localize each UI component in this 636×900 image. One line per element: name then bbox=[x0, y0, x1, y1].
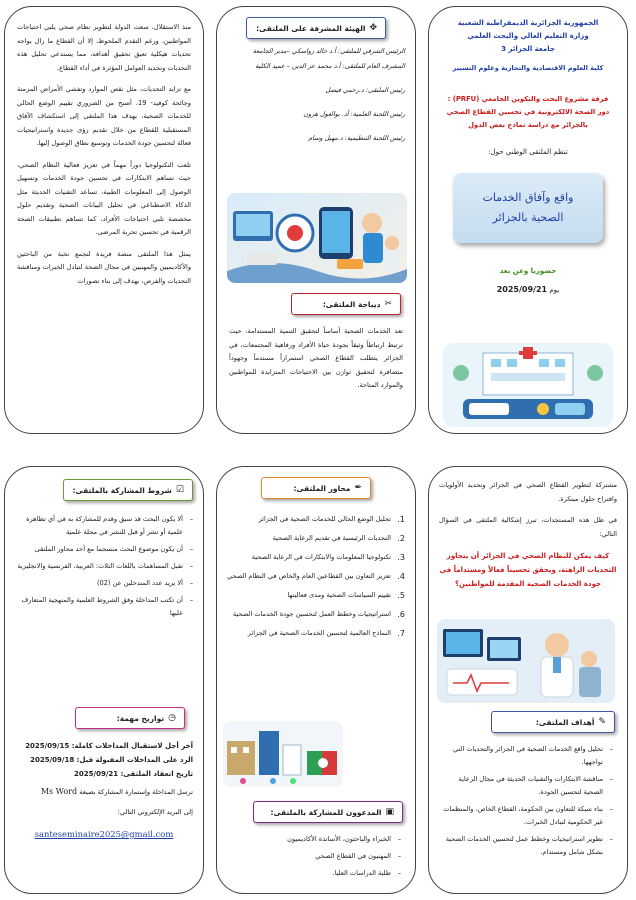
ministry-name: وزارة التعليم العالي والبحث العلمي bbox=[467, 32, 589, 40]
medical-technology-illustration bbox=[227, 193, 407, 283]
conference-title-line-1: واقع وآفاق الخدمات bbox=[482, 191, 574, 204]
conditions-panel bbox=[4, 466, 204, 894]
dates-heading: تواريخ مهمة: bbox=[116, 713, 165, 723]
problem-question: كيف يمكن للنظام الصحي في الجزائر أن يتجاوز التحديات الراهنة، ويحقق تحسيناً فعالاً ومستداماً في جودة الخدمات الصحية المقدمة للمواطنين؟ bbox=[439, 552, 617, 588]
organizes-label: تنظم الملتقى الوطني حول: bbox=[488, 148, 568, 156]
send-instructions: ترسل المداخلة وإستمارة المشاركة بصيغة Ms Word bbox=[40, 787, 193, 796]
objectives-list bbox=[443, 743, 613, 863]
committee-line-scientific: رئيس اللجنة العلمية: أد. بوالغول هرون bbox=[303, 110, 405, 118]
hospital-illustration bbox=[443, 343, 613, 427]
conditions-heading-box bbox=[63, 479, 193, 501]
axis-item: 3. تكنولوجيا المعلومات والابتكارات في الرعاية الصحية bbox=[251, 553, 405, 562]
dates-heading-box bbox=[75, 707, 185, 729]
objectives-heading-box bbox=[491, 711, 615, 733]
preamble-text: تعد الخدمات الصحية أساساً لتحقيق التنمية المستدامة، حيث ترتبط ارتباطاً وثيقاً بجودة حياة الأفراد ورفاهية المجتمعات، في الجزائر يتطلب القطاع الصحي استمراراً مستدماً وجهوداً متضافرة لتحقيق توازن بين الاحتياجات المتزايدة للمواطنين والموارد المتاحة. bbox=[229, 327, 403, 389]
pen-icon: ✎ bbox=[598, 717, 606, 727]
axis-item: 4. تعزيز التعاون بين القطاعين العام والخاص في النظام الصحي bbox=[227, 572, 405, 581]
committee-line-president: رئيس الملتقى: د.رحمي فيصل bbox=[325, 86, 405, 94]
invited-heading: المدعوون للمشاركة بالملتقى: bbox=[270, 807, 382, 817]
conditions-heading: شروط المشاركة بالملتقى: bbox=[72, 485, 172, 495]
intro-paragraph-3: تلعب التكنولوجيا دوراً مهماً في تعزيز فعالية النظام الصحي، حيث تساهم الابتكارات في تحسين جودة الخدمات وتسهيل الوصول إلى المعلومات الطبية، تساعد التقنيات الحديثة مثل الذكاء الاصطناعي في تحليل البيانات الصحية وتقديم حلول مخصصة تلبي احتياجات الأفراد، كما تساهم تطبيقات الصحة الرقمية في تحسين تجربة المرضى. bbox=[17, 160, 191, 236]
axes-heading-box bbox=[261, 477, 371, 499]
condition-item: – أن تكتب المداخلة وفق الشروط العلمية والمنهجية المتعارف عليها bbox=[15, 594, 193, 620]
republic-name: الجمهورية الجزائرية الديمقراطية الشعبية bbox=[457, 19, 599, 27]
project-title-line-2: بالجزائر مع دراسة نماذج بعض الدول bbox=[468, 121, 588, 129]
contact-email-link[interactable]: santeseminaire2025@gmail.com bbox=[34, 829, 174, 839]
axis-item: 5. تقييم السياسات الصحية ومدى فعاليتها bbox=[287, 591, 405, 600]
intro-paragraph-1: منذ الاستقلال، سعت الدولة لتطوير نظام صحي يلبي احتياجات المواطنين، ورغم التقدم الملحوظ، إلا أن القطاع ما زال يواجه تحديات هيكلية تعيق تحقيق أهدافه، مما يستدعي تحليل هذه التحديات وتحديد العوامل المؤثرة في أداء القطاع. bbox=[17, 23, 191, 72]
axes-panel bbox=[216, 466, 416, 894]
clock-icon: ◷ bbox=[168, 713, 176, 723]
send-email-label: إلى البريد الإلكتروني التالي: bbox=[117, 808, 193, 816]
axes-list bbox=[227, 513, 405, 640]
algeria-healthcare-illustration bbox=[223, 721, 343, 787]
committee-heading-box bbox=[246, 17, 386, 39]
intro-paragraph-4: يمثل هذا الملتقى منصة فريدة لتجمع نخبة من الباحثين والأكاديميين والمهنيين في مجال الصحة لتبادل الخبرات ومناقشة التحديات والفرص، يهدف إلى بناء تصورات bbox=[17, 249, 191, 285]
condition-item: – تقبل المساهمات باللغات الثلاث: العربية، الفرنسية والانجليزية bbox=[15, 560, 193, 573]
axis-item: 7. النماذج العالمية لتحسين الخدمات الصحية في الجزائر bbox=[247, 629, 405, 638]
axis-item: 1. تحليل الوضع الحالي للخدمات الصحية في الجزائر bbox=[258, 515, 405, 524]
committee-heading: الهيئة المشرفة على الملتقى: bbox=[256, 23, 366, 33]
conference-date-line bbox=[437, 285, 619, 294]
dates-list bbox=[15, 739, 193, 839]
axis-item: 6. استراتيجيات وخطط العمل لتحسين جودة الخدمات الصحية bbox=[232, 610, 405, 619]
invited-list bbox=[231, 833, 401, 884]
checkbox-icon: ☑ bbox=[175, 485, 184, 495]
preamble-heading-box bbox=[291, 293, 401, 315]
pen-icon: ✒ bbox=[354, 483, 362, 493]
preamble-heading: ديباجة الملتقى: bbox=[322, 299, 381, 309]
committee-line-organizing: رئيس اللجنة التنظيمية: د.مهيل وسام bbox=[308, 134, 405, 142]
intro-paragraph-2: مع تزايد التحديات، مثل نقص الموارد وتفشي الأمراض المزمنة وجائحة كوفيد- 19، أصبح من الضروري تقييم الوضع الحالي للخدمات الصحية، يهدف هذا الملتقى إلى استكشاف الآفاق المستقبلية للقطاع من خلال تقديم رؤى جديدة واستراتيجيات فعالة لتحسين جودة الخدمات وتوسيع نطاق الوصول إليها. bbox=[17, 85, 191, 147]
conditions-list bbox=[15, 513, 193, 620]
doctor-illustration bbox=[437, 619, 615, 703]
invited-heading-box bbox=[253, 801, 403, 823]
scissors-icon: ✂ bbox=[384, 299, 392, 309]
committee-line-supervisor: المشرف العام للملتقى: أ.د محمد عز الدين – عميد الكلية bbox=[255, 62, 405, 70]
condition-item: – ألا يزيد عدد المتدخلين عن (02) bbox=[15, 577, 193, 590]
conference-title-box bbox=[453, 173, 603, 243]
attendance-mode: حضوريا وعن بعد bbox=[499, 267, 557, 275]
conference-date: 2025/09/21 bbox=[496, 285, 548, 294]
problem-intro: مشتركة لتطوير القطاع الصحي في الجزائر وتحديد الأولويات واقتراح حلول مبتكرة. bbox=[439, 481, 617, 503]
problem-lead: في ظل هذه المستجدات، تبرز إشكالية الملتقى في السؤال التالي: bbox=[439, 516, 617, 538]
axes-heading: محاور الملتقى: bbox=[293, 483, 351, 493]
committee-line-honorary: الرئيس الشرفي للملتقى: أ.د خالد رواسكي –مدير الجامعة bbox=[252, 47, 405, 55]
condition-item: – أن يكون موضوع البحث منسجما مع أحد محاور الملتقى bbox=[15, 543, 193, 556]
invited-item: – الخبراء والباحثون، الأساتذة الأكاديميون bbox=[231, 833, 401, 846]
committee-list bbox=[227, 45, 405, 144]
committee-panel bbox=[216, 6, 416, 434]
axis-item: 2. التحديات الرئيسية في تقديم الرعاية الصحية bbox=[272, 534, 405, 543]
objectives-heading: أهداف الملتقى: bbox=[535, 717, 595, 727]
intro-panel bbox=[4, 6, 204, 434]
date-row-submission: آخر أجل لاستقبال المداخلات كاملة: 2025/09/15 bbox=[25, 742, 193, 750]
cover-panel bbox=[428, 6, 628, 434]
project-title-line-1: دور الصحة الالكترونية في تحسين القطاع الصحي bbox=[446, 108, 610, 116]
objective-item: – بناء شبكة للتعاون بين الحكومة، القطاع الخاص، والمنظمات غير الحكومية لتبادل الخبرات. bbox=[443, 803, 613, 829]
invited-item: – المهنيون في القطاع الصحي bbox=[231, 850, 401, 863]
send-format: Ms Word bbox=[40, 787, 78, 796]
condition-item: – ألا يكون البحث قد سبق وقدم للمشاركة به في أي تظاهرة علمية أو نشر أو قبل للنشر في مجلة علمية bbox=[15, 513, 193, 539]
date-row-response: الرد على المداخلات المقبولة قبل: 2025/09/18 bbox=[30, 756, 193, 764]
project-label: فرقة مشروع البحث والتكوين الجامعي (PRFU) : bbox=[447, 95, 609, 103]
date-prefix: يوم bbox=[549, 286, 560, 294]
faculty-name: كلية العلوم الاقتصادية والتجارية وعلوم التسيير bbox=[452, 64, 604, 72]
image-icon: ▣ bbox=[385, 807, 394, 817]
objective-item: – تطوير استراتيجيات وخطط عمل لتحسين الخدمات الصحية بشكل شامل ومستدام. bbox=[443, 833, 613, 859]
objective-item: – تحليل واقع الخدمات الصحية في الجزائر والتحديات التي تواجهها. bbox=[443, 743, 613, 769]
problem-panel bbox=[428, 466, 628, 894]
invited-item: – طلبة الدراسات العليا. bbox=[231, 867, 401, 880]
conference-title-line-2: الصحية بالجزائر bbox=[492, 211, 564, 224]
date-row-conference: تاريخ انعقاد الملتقى: 2025/09/21 bbox=[74, 770, 193, 778]
objective-item: – مناقشة الابتكارات والتقنيات الحديثة في مجال الرعاية الصحية لتحسين الجودة. bbox=[443, 773, 613, 799]
cross-icon: ✥ bbox=[369, 23, 377, 33]
university-name: جامعة الجزائر 3 bbox=[501, 45, 555, 53]
